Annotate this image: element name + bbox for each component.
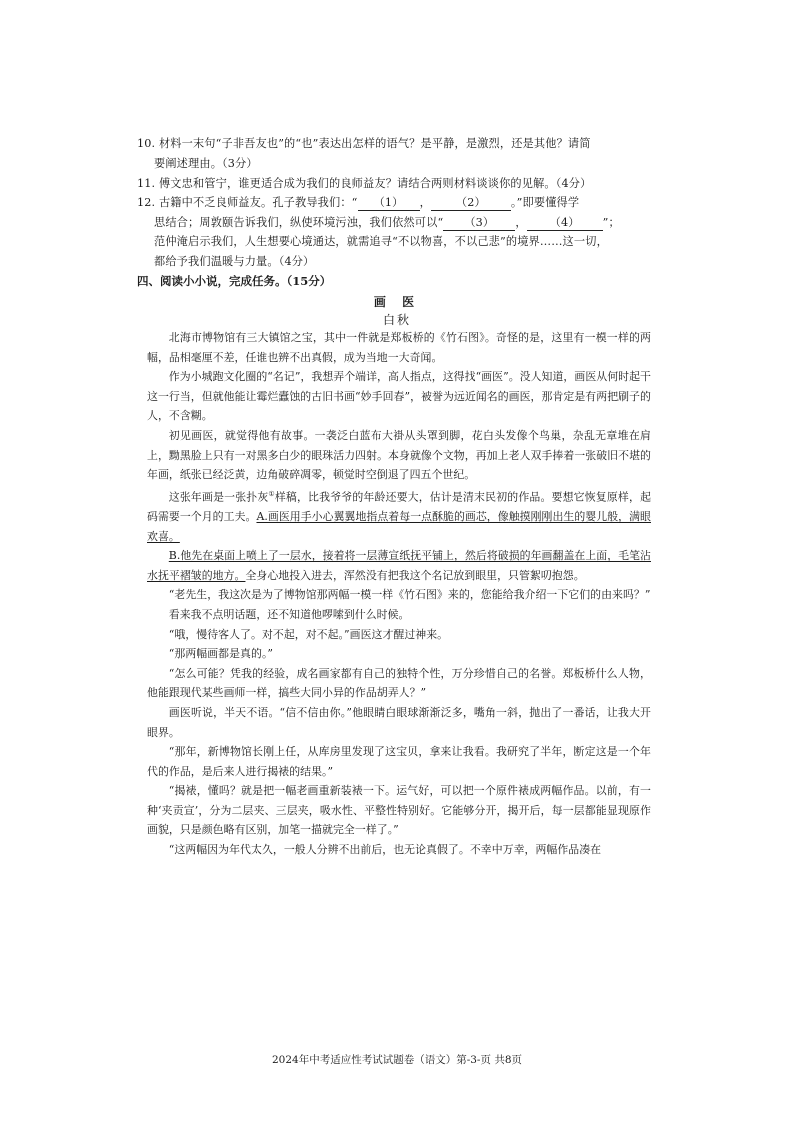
story-title: 画 医 <box>373 295 421 309</box>
question-12-text-a: 12. 古籍中不乏良师益友。孔子教导我们：“ <box>137 196 358 209</box>
story-paragraph: 初见画医，就觉得他有故事。一袭泛白蓝布大褂从头罩到脚，花白头发像个鸟巢，杂乱无章堆在肩上，黝黑脸上只有一对黑多白少的眼珠活力四射。本身就像个文物，再加上老人双手捧着一张破旧不堪的年画，纸张已经泛黄，边角破碎凋零，顿觉时空倒退了四五个世纪。 <box>147 428 651 482</box>
story-author: 白秋 <box>382 313 411 327</box>
story-paragraph: “老先生，我这次是为了博物馆那两幅一模一样《竹石图》来的，您能给我介绍一下它们的由来吗？” <box>168 588 651 602</box>
section-heading: 四、阅读小小说，完成任务。（15分） <box>137 274 332 288</box>
story-paragraph <box>147 485 651 546</box>
question-11-text: 11. 傅文忠和管宁，谁更适合成为我们的良师益友？请结合两则材料谈谈你的见解。（4分） <box>137 177 592 190</box>
question-11 <box>137 174 657 194</box>
question-12-text-f: ”； <box>602 215 620 229</box>
question-12-text-d: 思结合；周敦颐告诉我们，纵使环境污浊，我们依然可以“ <box>154 215 444 229</box>
story-paragraph: “怎么可能？凭我的经验，成名画家都有自己的独特个性，万分珍惜自己的名誉。郑板桥什么人物，他能跟现代某些画师一样，搞些大同小异的作品胡弄人？” <box>147 666 651 700</box>
question-12-line-2 <box>137 213 657 233</box>
story-text: 这张年画是一张扑灰 <box>168 490 269 504</box>
answer-blank-2[interactable]: （2） <box>431 196 511 211</box>
story-paragraph: 北海市博物馆有三大镇馆之宝，其中一件就是郑板桥的《竹石图》。奇怪的是，这里有一模一样的两幅，品相毫厘不差，任谁也辨不出真假，成为当地一大奇闻。 <box>147 331 651 364</box>
story-paragraph: “那两幅画都是真的。” <box>168 647 274 661</box>
story-paragraph: “那年，新博物馆长刚上任，从库房里发现了这宝贝，拿来让我看。我研究了半年，断定这是一个年代的作品，是后来人进行揭裱的结果。” <box>147 745 651 778</box>
question-12 <box>137 193 657 271</box>
question-12-line-3: 范仲淹启示我们，人生想要心境通达，就需追寻“不以物喜，不以己悲”的境界……这一切， <box>154 235 608 248</box>
story-body <box>147 328 651 860</box>
footnote-marker: ① <box>268 489 275 498</box>
story-paragraph: “哦，慢待客人了。对不起，对不起。”画医这才醒过神来。 <box>168 627 449 641</box>
question-12-text-e: ， <box>515 215 527 229</box>
question-10 <box>137 134 657 173</box>
question-12-text-b: ， <box>419 196 431 209</box>
story-paragraph: 看来我不点明话题，还不知道他啰嗦到什么时候。 <box>168 607 410 621</box>
answer-blank-1[interactable]: （1） <box>358 196 420 211</box>
story-text: 样稿，比我爷爷的年龄还要大，估计是清末民初的作品。要想它恢复原样，起码需要一个月的工夫。 <box>147 490 652 523</box>
story-paragraph: “揭裱，懂吗？就是把一幅老画重新装裱一下。运气好，可以把一个原件裱成两幅作品。以前，有一种‘夹贡宣’，分为二层夹、三层夹，吸水性、平整性特别好。它能够分开，揭开后，每一层都能显现原作画貌，只是颜色略有区别，加笔一描就完全一样了。” <box>147 784 651 837</box>
page-footer: 2024年中考适应性考试试题卷（语文）第-3-页 共8页 <box>271 1054 522 1066</box>
underlined-sentence-a: A.画医用手小心翼翼地指点着每一点酥脆的画芯，像触摸刚刚出生的婴儿般，满眼欢喜。 <box>147 509 651 543</box>
question-12-text-c: 。”即要懂得学 <box>510 196 580 209</box>
underlined-sentence-b: B.他先在桌面上喷上了一层水，接着将一层薄宣纸抚平铺上，然后将破损的年画翻盖在上面，毛笔沾水抚平褶皱的地方。 <box>147 549 651 582</box>
question-12-line-4: 都给予我们温暖与力量。（4分） <box>154 254 315 268</box>
story-paragraph: 作为小城跑文化圈的“名记”，我想弄个端详，高人指点，这得找“画医”。没人知道，画医从何时起干这一行当，但就他能让霉烂蠹蚀的古旧书画“妙手回春”，被誉为远近闻名的画医，那肯定是有两把刷子的人，不含糊。 <box>147 370 651 423</box>
answer-blank-3[interactable]: （3） <box>443 216 515 231</box>
story-text: 全身心地投入进去，浑然没有把我这个名记放到眼里，只管絮叨抱怨。 <box>245 568 585 582</box>
story-paragraph <box>147 546 651 585</box>
story-paragraph: “这两幅因为年代太久，一般人分辨不出前后，也无论真假了。不幸中万幸，两幅作品凑在 <box>168 843 602 857</box>
answer-blank-4[interactable]: （4） <box>527 216 603 231</box>
question-10-line-2: 要阐述理由。（3分） <box>154 156 258 170</box>
question-10-line-1: 10. 材料一末句“子非吾友也”的“也”表达出怎样的语气？是平静，是激烈，还是其他？请简 <box>137 137 591 150</box>
story-paragraph: 画医听说，半天不语。“信不信由你。”他眼睛白眼球渐渐泛多，嘴角一斜，抛出了一番话，让我大开眼界。 <box>147 705 651 739</box>
